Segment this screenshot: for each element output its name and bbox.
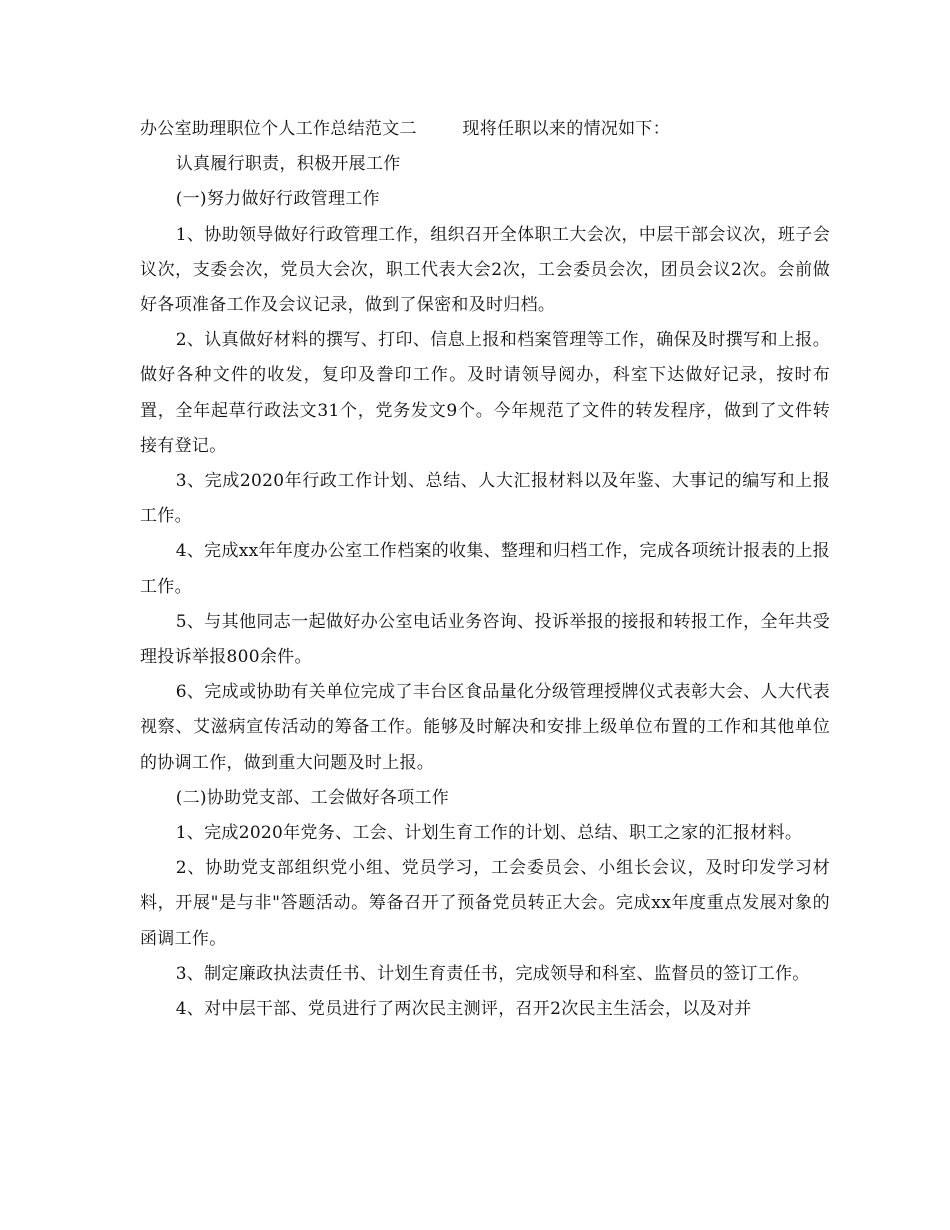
paragraph: 3、完成2020年行政工作计划、总结、人大汇报材料以及年鉴、大事记的编写和上报工作。: [140, 471, 830, 527]
paragraph: 5、与其他同志一起做好办公室电话业务咨询、投诉举报的接报和转报工作，全年共受理投诉举报800余件。: [140, 611, 830, 668]
paragraph: 4、完成xx年年度办公室工作档案的收集、整理和归档工作，完成各项统计报表的上报工作。: [140, 541, 830, 597]
subsection-heading-2: (二)协助党支部、工会做好各项工作: [175, 787, 450, 808]
paragraph: 3、制定廉政执法责任书、计划生育责任书，完成领导和科室、监督员的签订工作。: [175, 963, 810, 984]
paragraph: 2、协助党支部组织党小组、党员学习，工会委员会、小组长会议，及时印发学习材料，开展"是与非"答题活动。筹备召开了预备党员转正大会。完成xx年度重点发展对象的函调工作。: [140, 858, 830, 949]
paragraph: 1、完成2020年党务、工会、计划生育工作的计划、总结、职工之家的汇报材料。: [175, 823, 803, 844]
subsection-heading-1: (一)努力做好行政管理工作: [175, 189, 380, 210]
section-heading: 认真履行职责，积极开展工作: [175, 154, 401, 175]
document-title-line: 办公室助理职位个人工作总结范文二 现将任职以来的情况如下：: [140, 119, 671, 139]
paragraph: 6、完成或协助有关单位完成了丰台区食品量化分级管理授牌仪式表彰大会、人大代表视察、艾滋病宣传活动的筹备工作。能够及时解决和安排上级单位布置的工作和其他单位的协调工作，做到重大问题及时上报。: [140, 682, 830, 773]
paragraph: 1、协助领导做好行政管理工作，组织召开全体职工大会次，中层干部会议次，班子会议次，支委会次，党员大会次，职工代表大会2次，工会委员会次，团员会议2次。会前做好各项准备工作及会议记录，做到了保密和及时归档。: [140, 224, 830, 316]
document-body: [140, 112, 830, 1027]
paragraph: 2、认真做好材料的撰写、打印、信息上报和档案管理等工作，确保及时撰写和上报。做好各种文件的收发，复印及誊印工作。及时请领导阅办，科室下达做好记录，按时布置，全年起草行政法文31个，党务发文9个。今年规范了文件的转发程序，做到了文件转接有登记。: [140, 330, 830, 456]
paragraph: 4、对中层干部、党员进行了两次民主测评，召开2次民主生活会，以及对并: [175, 999, 752, 1020]
